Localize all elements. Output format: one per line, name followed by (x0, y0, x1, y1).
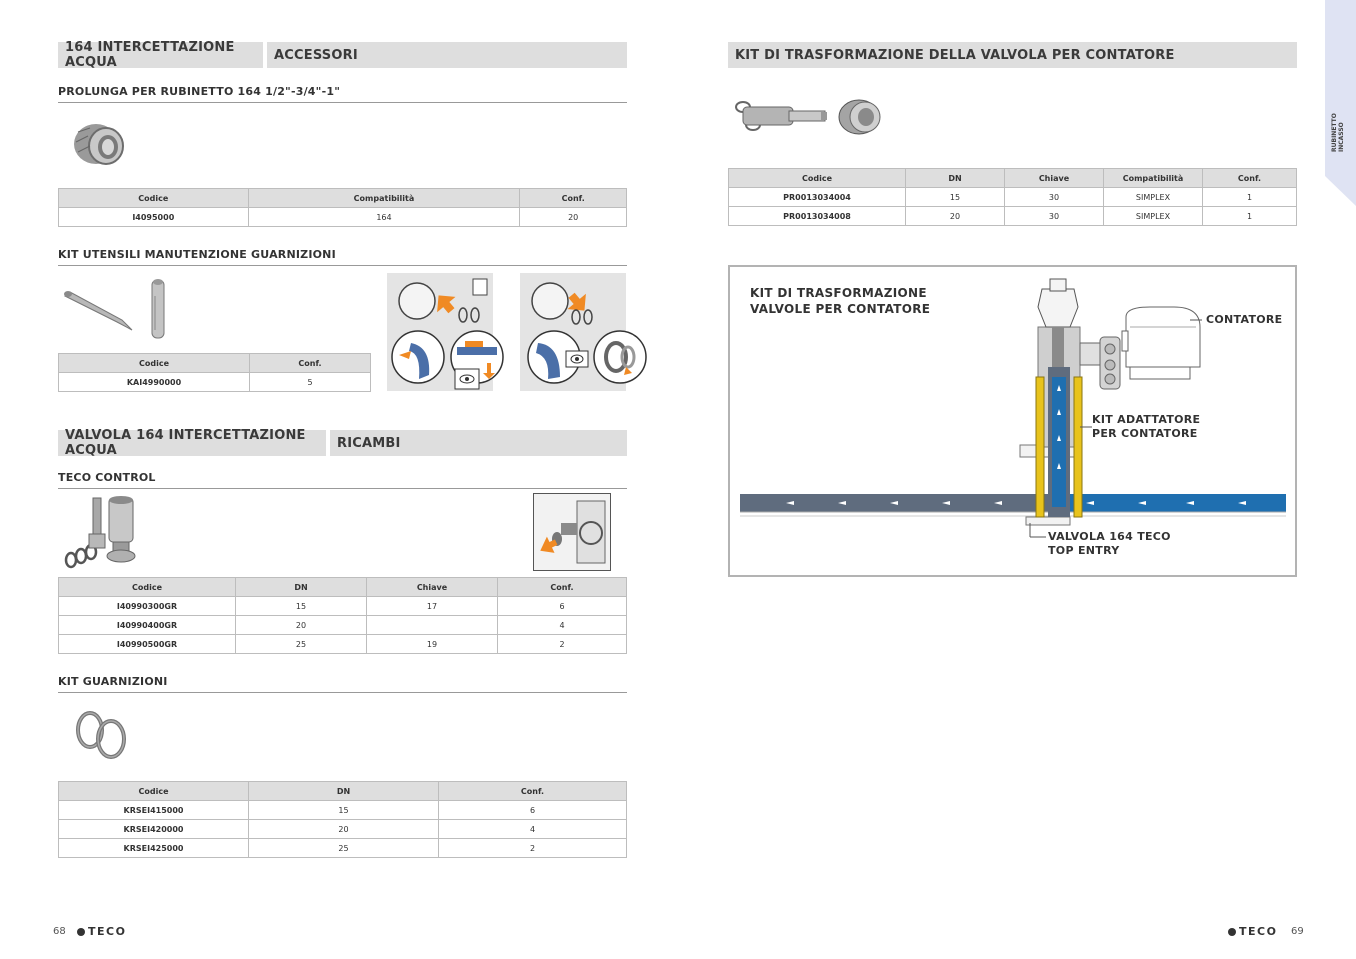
col-header: Codice (59, 578, 236, 597)
teco-control-table (58, 577, 627, 654)
teco-logo-icon (77, 928, 85, 936)
col-header: DN (906, 169, 1005, 188)
section-title: 164 INTERCETTAZIONE ACQUA (65, 40, 235, 70)
col-header: DN (236, 578, 367, 597)
col-header: Conf. (439, 782, 627, 801)
col-header: Codice (59, 189, 249, 208)
cell-compatibilita: SIMPLEX (1104, 188, 1203, 207)
cell-codice: I40990400GR (59, 616, 236, 635)
prolunga-title: PROLUNGA PER RUBINETTO 164 1/2"-3/4"-1" (58, 85, 627, 103)
section-header-kit-trasformazione (728, 42, 1297, 68)
col-header: DN (249, 782, 439, 801)
table-row (59, 820, 627, 839)
label-adattatore-line1: KIT ADATTATORE (1092, 413, 1201, 426)
teco-logo-text: TECO (88, 925, 127, 938)
table-row (59, 616, 627, 635)
cell-dn: 25 (249, 839, 439, 858)
cell-chiave: 19 (367, 635, 498, 654)
tools-image (62, 276, 172, 342)
section-title: KIT DI TRASFORMAZIONE DELLA VALVOLA PER CONTATORE (735, 47, 1175, 63)
diagram-title-line1: KIT DI TRASFORMAZIONE (750, 286, 927, 300)
cell-codice: I40990300GR (59, 597, 236, 616)
teco-control-image (63, 494, 141, 570)
teco-logo-left (77, 925, 126, 938)
cell-compatibilita: 164 (248, 208, 520, 227)
instruction-illustration-2 (520, 273, 650, 393)
teco-control-install-image (533, 493, 611, 571)
table-row (59, 373, 371, 392)
instruction-illustration-1 (387, 273, 507, 393)
col-header: Chiave (1005, 169, 1104, 188)
side-tab-line1: RUBINETTO (1331, 113, 1338, 152)
cell-codice: KRSEI425000 (59, 839, 249, 858)
teco-control-title: TECO CONTROL (58, 471, 627, 489)
cell-conf: 20 (520, 208, 627, 227)
col-header: Conf. (498, 578, 627, 597)
cell-codice: KAI4990000 (59, 373, 250, 392)
gaskets-image (73, 708, 131, 762)
label-contatore: CONTATORE (1206, 313, 1283, 326)
section-tag: RICAMBI (337, 435, 401, 451)
cell-dn: 20 (906, 207, 1005, 226)
cell-codice: I4095000 (59, 208, 249, 227)
table-row (59, 597, 627, 616)
cell-conf: 1 (1203, 207, 1297, 226)
side-tab-line2: INCASSO (1338, 122, 1345, 152)
kit-trasformazione-image (733, 95, 889, 139)
diagram-title-line2: VALVOLE PER CONTATORE (750, 302, 931, 316)
cell-chiave: 17 (367, 597, 498, 616)
table-row (59, 801, 627, 820)
table-row (59, 208, 627, 227)
label-valvola-line1: VALVOLA 164 TECO (1048, 530, 1171, 543)
cell-conf: 4 (439, 820, 627, 839)
table-row (729, 207, 1297, 226)
table-row (59, 635, 627, 654)
side-tab-label (1331, 113, 1345, 152)
section-header-intercettazione (58, 42, 627, 68)
cell-chiave: 30 (1005, 188, 1104, 207)
table-row (59, 839, 627, 858)
kit-utensili-title: KIT UTENSILI MANUTENZIONE GUARNIZIONI (58, 248, 627, 266)
teco-logo-right (1228, 925, 1277, 938)
col-header: Codice (729, 169, 906, 188)
cell-dn: 25 (236, 635, 367, 654)
kit-utensili-table (58, 353, 371, 392)
prolunga-table (58, 188, 627, 227)
cell-dn: 15 (236, 597, 367, 616)
teco-logo-text: TECO (1239, 925, 1278, 938)
kit-guarnizioni-title: KIT GUARNIZIONI (58, 675, 627, 693)
col-header: Compatibilità (248, 189, 520, 208)
label-valvola-line2: TOP ENTRY (1048, 544, 1120, 557)
col-header: Codice (59, 354, 250, 373)
kit-trasformazione-diagram (728, 265, 1297, 577)
col-header: Conf. (1203, 169, 1297, 188)
section-header-valvola (58, 430, 627, 456)
section-title: VALVOLA 164 INTERCETTAZIONE ACQUA (65, 428, 306, 458)
col-header: Conf. (250, 354, 371, 373)
cell-codice: PR0013034008 (729, 207, 906, 226)
cell-dn: 15 (249, 801, 439, 820)
kit-guarnizioni-table (58, 781, 627, 858)
teco-logo-icon (1228, 928, 1236, 936)
cell-codice: KRSEI420000 (59, 820, 249, 839)
cell-dn: 20 (249, 820, 439, 839)
cell-dn: 20 (236, 616, 367, 635)
cell-conf: 1 (1203, 188, 1297, 207)
col-header: Compatibilità (1104, 169, 1203, 188)
cell-conf: 6 (439, 801, 627, 820)
page-number-left: 68 (53, 926, 66, 937)
kit-trasformazione-table (728, 168, 1297, 226)
cell-chiave: 30 (1005, 207, 1104, 226)
cell-codice: I40990500GR (59, 635, 236, 654)
col-header: Chiave (367, 578, 498, 597)
cell-conf: 4 (498, 616, 627, 635)
cell-chiave (367, 616, 498, 635)
col-header: Codice (59, 782, 249, 801)
cell-conf: 5 (250, 373, 371, 392)
label-adattatore-line2: PER CONTATORE (1092, 427, 1198, 440)
table-row (729, 188, 1297, 207)
cell-conf: 6 (498, 597, 627, 616)
side-tab (1325, 0, 1356, 206)
cell-dn: 15 (906, 188, 1005, 207)
prolunga-image (70, 118, 128, 170)
cell-codice: KRSEI415000 (59, 801, 249, 820)
cell-conf: 2 (498, 635, 627, 654)
col-header: Conf. (520, 189, 627, 208)
cell-compatibilita: SIMPLEX (1104, 207, 1203, 226)
page-number-right: 69 (1291, 926, 1304, 937)
cell-conf: 2 (439, 839, 627, 858)
cell-codice: PR0013034004 (729, 188, 906, 207)
section-tag: ACCESSORI (274, 47, 358, 63)
